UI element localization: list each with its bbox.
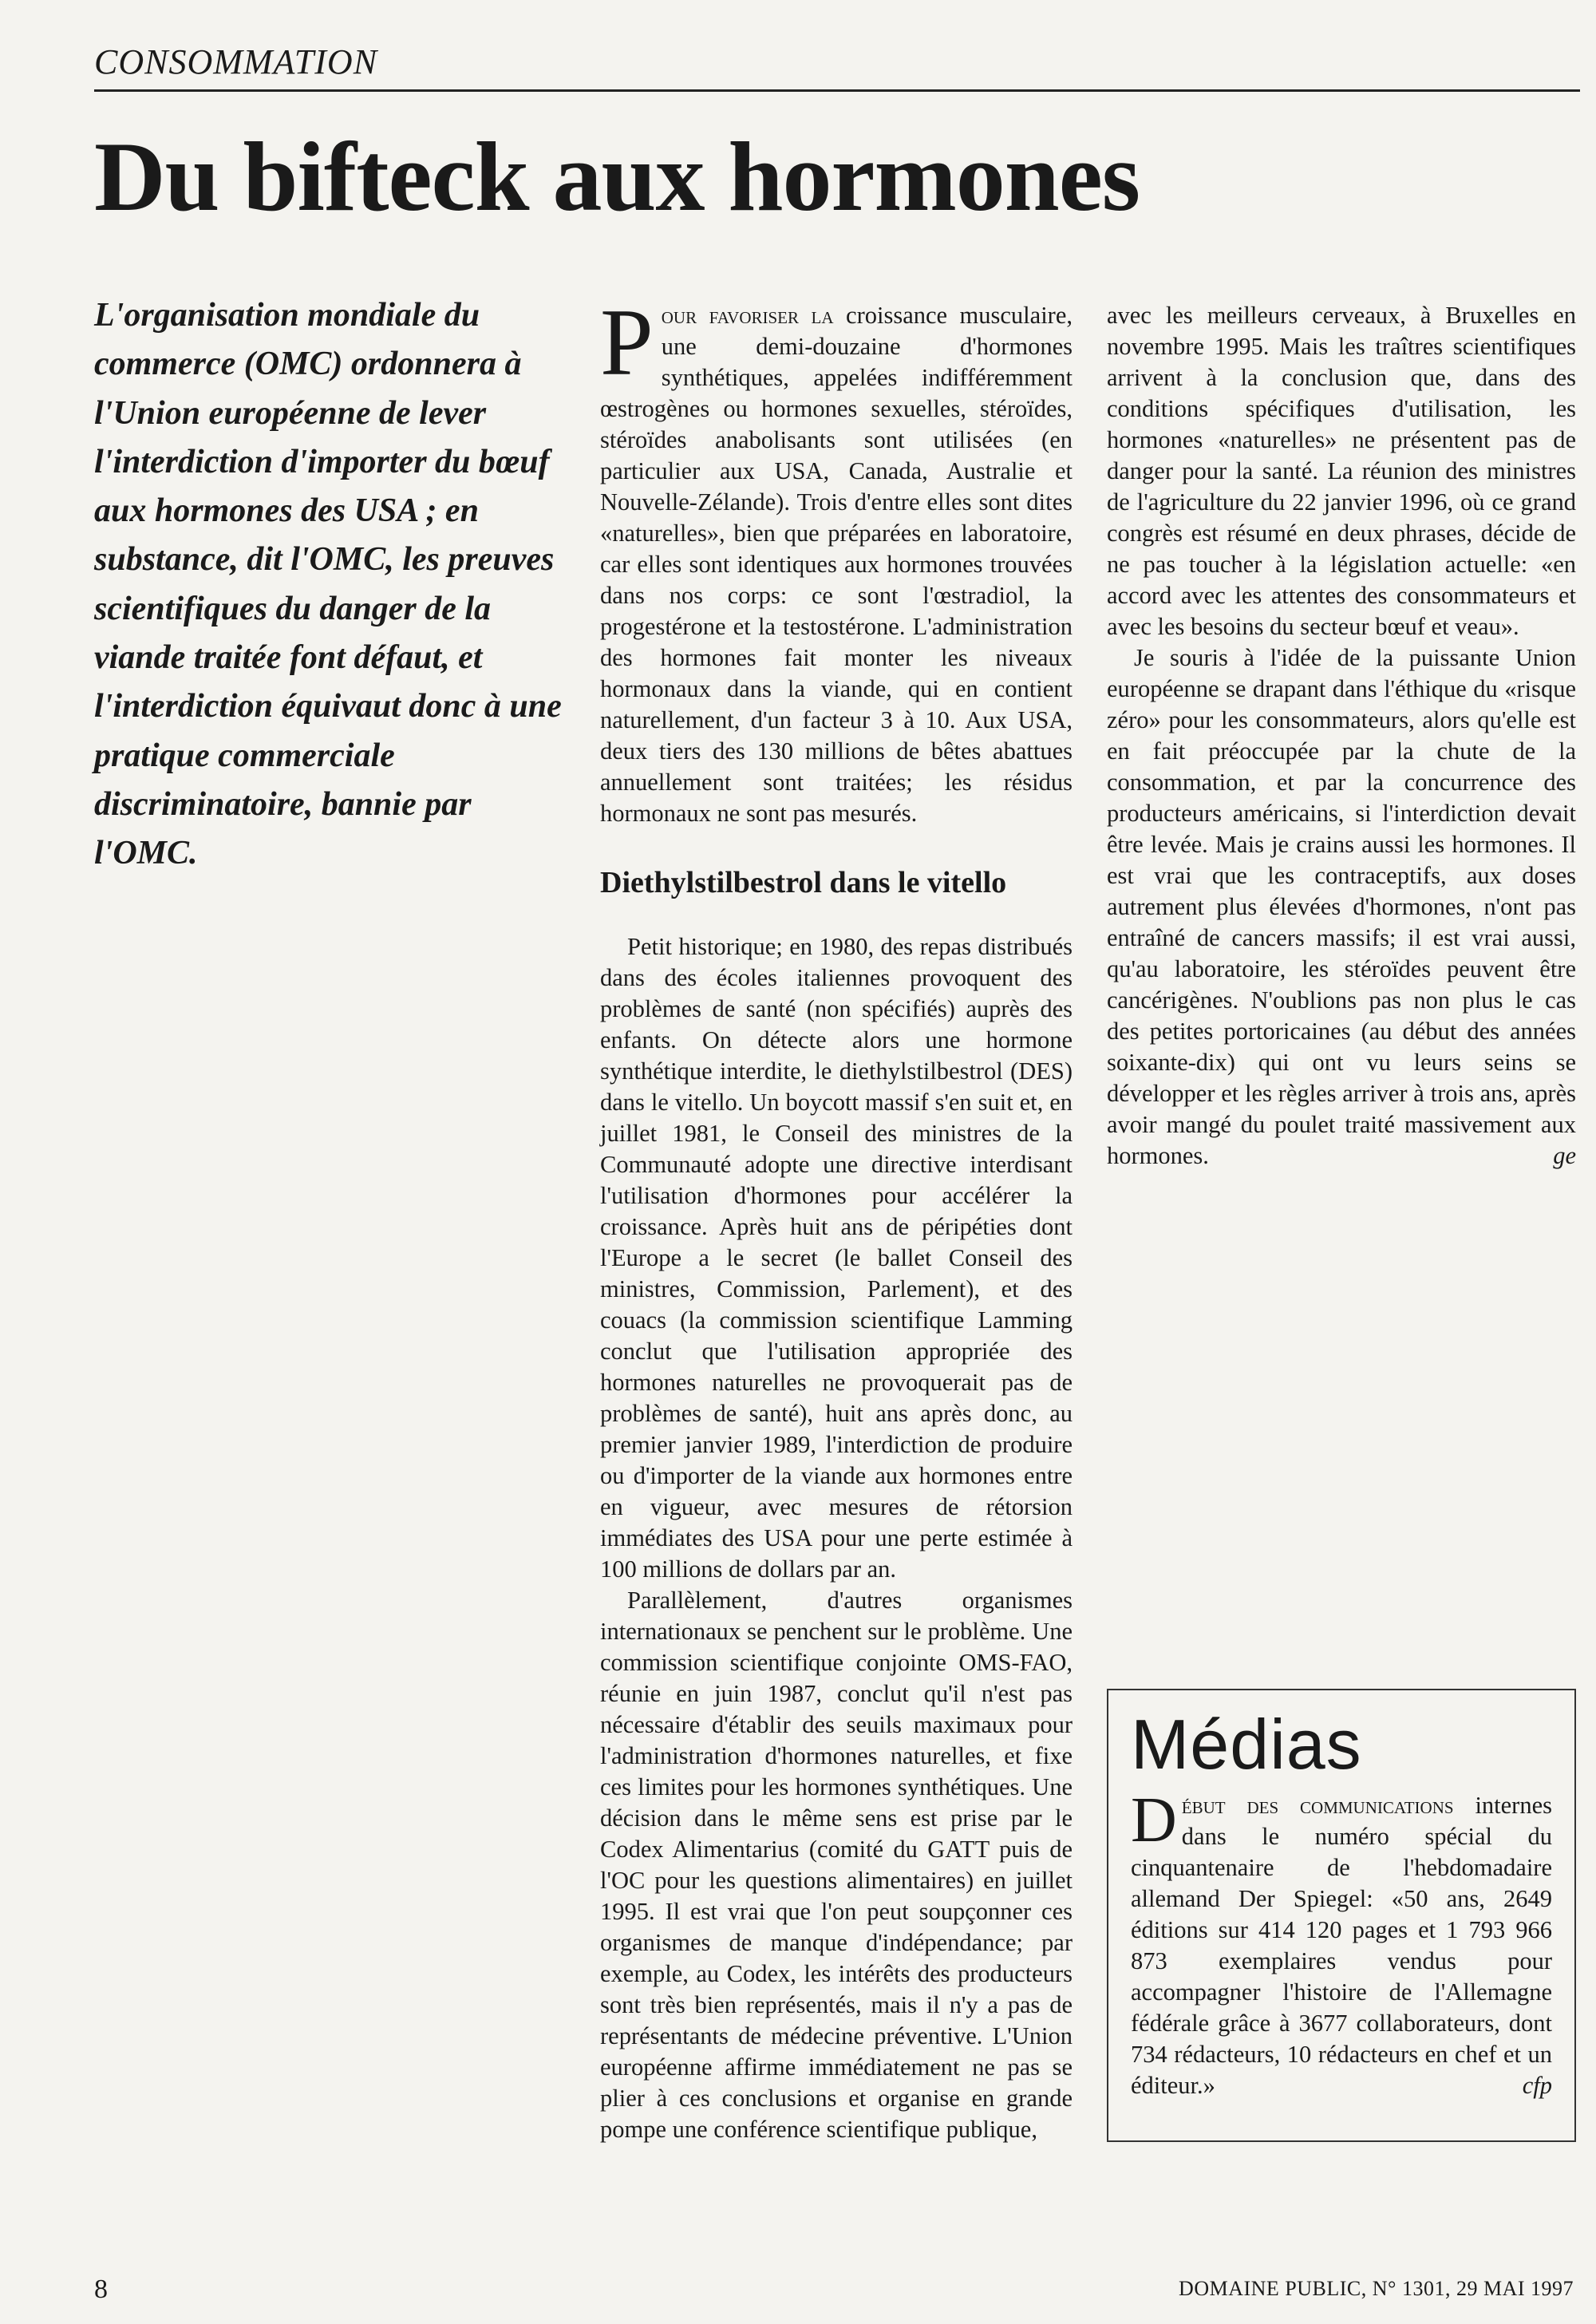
page-number: 8 xyxy=(94,2275,108,2304)
section-label: CONSOMMATION xyxy=(94,42,378,81)
article-column-1 xyxy=(600,289,1073,2145)
opinion-text: Je souris à l'idée de la puissante Union européenne se drapant dans l'éthique du «risque zéro» pour les consommateurs, alors qu'elle est en fait préoccupée par la chute de la consommation, et par la concurrence des producteurs américains, si l'interdiction devait être levée. Mais je crains aussi les hormones. Il est vrai que les contraceptifs, aux doses autrement plus élevées d'hormones, n'ont pas entraîné de cancers massifs; il est vrai aussi, qu'au laboratoire, les stéroïdes peuvent être cancérigènes. N'oublions pas non plus le cas des petites portoricaines (au début des années soixante-dix) qui ont vu leurs seins se développer et les règles arriver à trois ans, après avoir mangé du poulet traité massivement aux hormones. xyxy=(1107,644,1576,1169)
media-drop-cap: D xyxy=(1131,1785,1177,1856)
publication-info: DOMAINE PUBLIC, N° 1301, 29 MAI 1997 xyxy=(1179,2277,1574,2300)
article-column-2 xyxy=(1107,300,1576,1172)
media-box-text xyxy=(1131,1785,1552,2101)
header-rule xyxy=(94,89,1580,92)
media-box-title: Médias xyxy=(1131,1705,1362,1784)
media-body: internes dans le numéro spécial du cinquantenaire de l'hebdomadaire allemand Der Spiegel: «50 ans, 2649 éditions sur 414 120 pages et 1 793 966 873 exemplaires vendus pour accompagner l'histoire de l'Allemagne fédérale grâce à 3677 collaborateurs, dont 734 rédacteurs, 10 rédacteurs en chef et un éditeur.» xyxy=(1131,1791,1552,2099)
intro-paragraph xyxy=(600,289,1073,829)
intro-smallcaps: our favoriser la xyxy=(661,302,834,329)
article-headline: Du bifteck aux hormones xyxy=(94,122,1140,231)
drop-cap: P xyxy=(600,289,654,395)
opinion-paragraph xyxy=(1107,642,1576,1172)
media-signature: cfp xyxy=(1522,2071,1552,2099)
intro-text: croissance musculaire, une demi-douzaine d'hormones synthétiques, appelées indifféremment œstrogènes ou hormones sexuelles, stéroïdes, stéroïdes anabolisants sont utilisées (en particulier aux USA, Canada, Australie et Nouvelle-Zélande). Trois d'entre elles sont dites «naturelles», bien que préparées en laboratoire, car elles sont identiques aux hormones trouvées dans nos corps: ce sont l'œstradiol, la progestérone et la testostérone. L'administration des hormones fait monter les niveaux hormonaux dans la viande, qui en contient naturellement, d'un facteur 3 à 10. Aux USA, deux tiers des 130 millions de bêtes abattues annuellement sont traitées; les résidus hormonaux ne sont pas mesurés. xyxy=(600,302,1073,827)
media-sidebar-box xyxy=(1107,1689,1576,2142)
history-paragraph: Petit historique; en 1980, des repas distribués dans des écoles italiennes provoquent des problèmes de santé (non spécifiés) auprès des enfants. On détecte alors une hormone synthétique interdite, le diethylstilbestrol (DES) dans le vitello. Un boycott massif s'en suit et, en juillet 1981, le Conseil des ministres de la Communauté adopte une directive interdisant l'utilisation d'hormones pour accélérer la croissance. Après huit ans de péripéties dont l'Europe a le secret (le ballet Conseil des ministres, Commission, Parlement), et des couacs (la commission scientifique Lamming conclut que l'utilisation appropriée des hormones naturelles ne provoquerait pas de problèmes de santé), huit ans après donc, au premier janvier 1989, l'interdiction de produire ou d'importer de la viande aux hormones entre en vigueur, avec mesures de rétorsion immédiates des USA pour une perte estimée à 100 millions de dollars par an. xyxy=(600,933,1073,1583)
author-signature: ge xyxy=(1553,1142,1576,1169)
parallel-paragraph-continued: avec les meilleurs cerveaux, à Bruxelles en novembre 1995. Mais les traîtres scientifiques arrivent à la conclusion que, dans des conditions spécifiques d'utilisation, les hormones «naturelles» ne présentent pas de danger pour la santé. La réunion des ministres de l'agriculture du 22 janvier 1996, où ce grand congrès est résumé en deux phrases, décide de ne pas toucher à la législation actuelle: «en accord avec les attentes des consommateurs et avec les besoins du secteur bœuf et veau». xyxy=(1107,302,1576,640)
subheading: Diethylstilbestrol dans le vitello xyxy=(600,866,1007,899)
article-lede: L'organisation mondiale du commerce (OMC) ordonnera à l'Union européenne de lever l'interdiction d'importer du bœuf aux hormones des USA ; en substance, dit l'OMC, les preuves scientifiques du danger de la viande traitée font défaut, et l'interdiction équivaut donc à une pratique commerciale discriminatoire, bannie par l'OMC. xyxy=(94,297,562,872)
parallel-paragraph: Parallèlement, d'autres organismes internationaux se penchent sur le problème. Une commission scientifique conjointe OMS-FAO, réunie en juin 1987, conclut qu'il n'est pas nécessaire d'établir des seuils maximaux pour l'administration d'hormones naturelles, et fixe ces limites pour les hormones synthétiques. Une décision dans le même sens est prise par le Codex Alimentarius (comité du GATT puis de l'OC pour les questions alimentaires) en juillet 1995. Il est vrai que l'on peut soupçonner ces organismes de manque d'indépendance; par exemple, au Codex, les intérêts des producteurs sont très bien représentés, mais il n'y a pas de représentants de médecine préventive. L'Union européenne affirme immédiatement ne pas se plier à ces conclusions et organise en grande pompe une conférence scientifique publique, xyxy=(600,1587,1073,2143)
media-smallcaps: ébut des communications xyxy=(1181,1791,1454,1819)
